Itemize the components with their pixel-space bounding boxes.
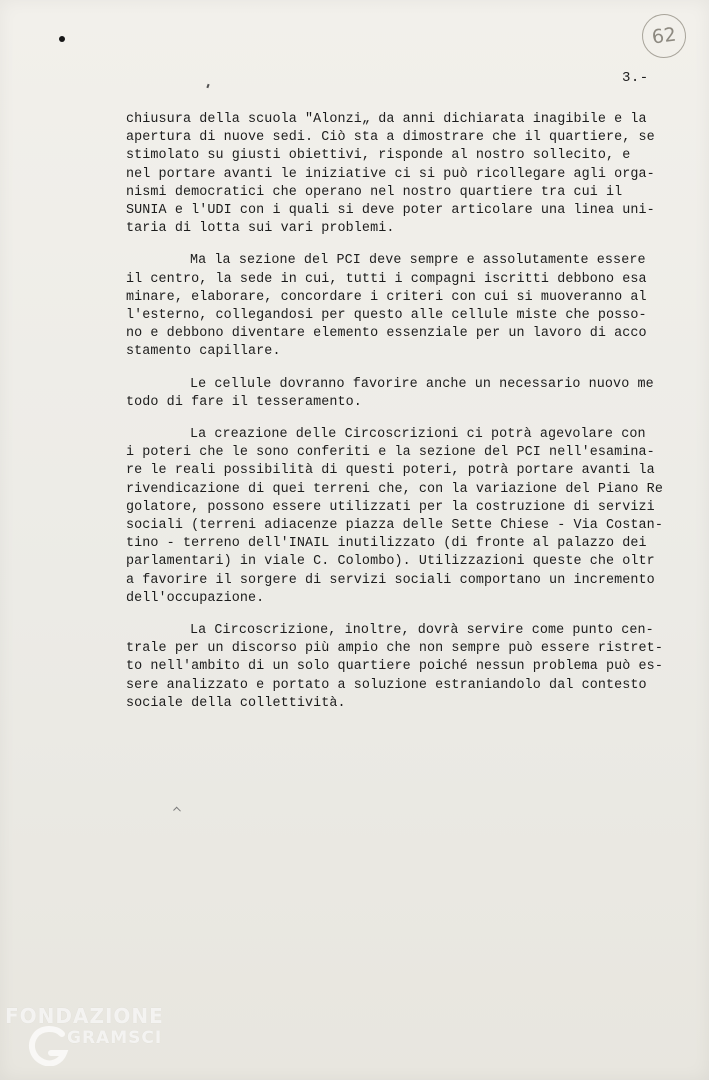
paragraph-1 — [126, 111, 676, 238]
typed-text-body — [126, 111, 676, 727]
text-line: chiusura della scuola "Alonzi„ da anni dichiarata inagibile e la — [126, 112, 647, 127]
paragraph-4 — [126, 426, 676, 608]
text-line: il centro, la sede in cui, tutti i compagni iscritti debbono esa — [126, 271, 647, 287]
pencil-mark — [173, 807, 181, 815]
text-line: todo di fare il tesseramento. — [126, 394, 362, 410]
text-line: rivendicazione di quei terreni che, con la variazione del Piano Re — [126, 481, 663, 497]
paragraph-2 — [126, 252, 676, 361]
text-line: Ma la sezione del PCI deve sempre e assolutamente essere — [190, 253, 646, 269]
paragraph-5 — [126, 622, 676, 713]
text-line: no e debbono diventare elemento essenziale per un lavoro di acco — [126, 326, 647, 342]
text-line: golatore, possono essere utilizzati per la costruzione di servizi — [126, 499, 655, 515]
text-line: to nell'ambito di un solo quartiere poiché nessun problema può es- — [126, 659, 663, 675]
text-line: dell'occupazione. — [126, 590, 265, 606]
text-line: sere analizzato e portato a soluzione estraniandolo dal contesto — [126, 677, 647, 693]
page-number: 3.- — [622, 70, 649, 86]
text-line: nismi democratici che operano nel nostro quartiere tra cui il — [126, 184, 623, 200]
stamp-number: 62 — [650, 22, 678, 49]
ink-speck — [206, 84, 209, 88]
text-line: La Circoscrizione, inoltre, dovrà servire come punto cen- — [190, 623, 654, 639]
text-line: tino - terreno dell'INAIL inutilizzato (di fronte al palazzo dei — [126, 536, 647, 552]
paragraph-3 — [126, 376, 676, 412]
text-line: parlamentari) in viale C. Colombo). Utilizzazioni queste che oltr — [126, 554, 655, 570]
text-line: sociale della collettività. — [126, 695, 346, 711]
text-line: SUNIA e l'UDI con i quali si deve poter articolare una linea uni- — [126, 203, 655, 219]
text-line: l'esterno, collegandosi per questo alle cellule miste che posso- — [126, 308, 647, 324]
punch-hole-mark — [59, 36, 65, 42]
text-line: taria di lotta sui vari problemi. — [126, 221, 395, 237]
text-line: i poteri che le sono conferiti e la sezione del PCI nell'esamina- — [126, 445, 655, 461]
text-line: nel portare avanti le iniziative ci si può ricollegare agli orga- — [126, 166, 655, 182]
text-line: La creazione delle Circoscrizioni ci potrà agevolare con — [190, 427, 646, 443]
text-line: minare, elaborare, concordare i criteri con cui si muoveranno al — [126, 289, 647, 305]
text-line: apertura di nuove sedi. Ciò sta a dimostrare che il quartiere, se — [126, 130, 655, 146]
watermark-g-icon — [27, 1022, 69, 1066]
text-line: stamento capillare. — [126, 344, 281, 360]
text-line: re le reali possibilità di questi poteri, potrà portare avanti la — [126, 463, 655, 479]
text-line: Le cellule dovranno favorire anche un necessario nuovo me — [190, 376, 654, 392]
text-line: stimolato su giusti obiettivi, risponde al nostro sollecito, e — [126, 148, 631, 164]
text-line: trale per un discorso più ampio che non sempre può essere ristret- — [126, 641, 663, 657]
text-line: a favorire il sorgere di servizi sociali comportano un incremento — [126, 572, 655, 588]
watermark-line-2: GRAMSCI — [67, 1028, 163, 1048]
watermark-line-1: FONDAZIONE — [5, 1004, 164, 1028]
fondazione-gramsci-watermark — [5, 1004, 185, 1076]
archive-page-stamp — [639, 11, 689, 61]
text-line: sociali (terreni adiacenze piazza delle Sette Chiese - Via Costan- — [126, 518, 663, 534]
